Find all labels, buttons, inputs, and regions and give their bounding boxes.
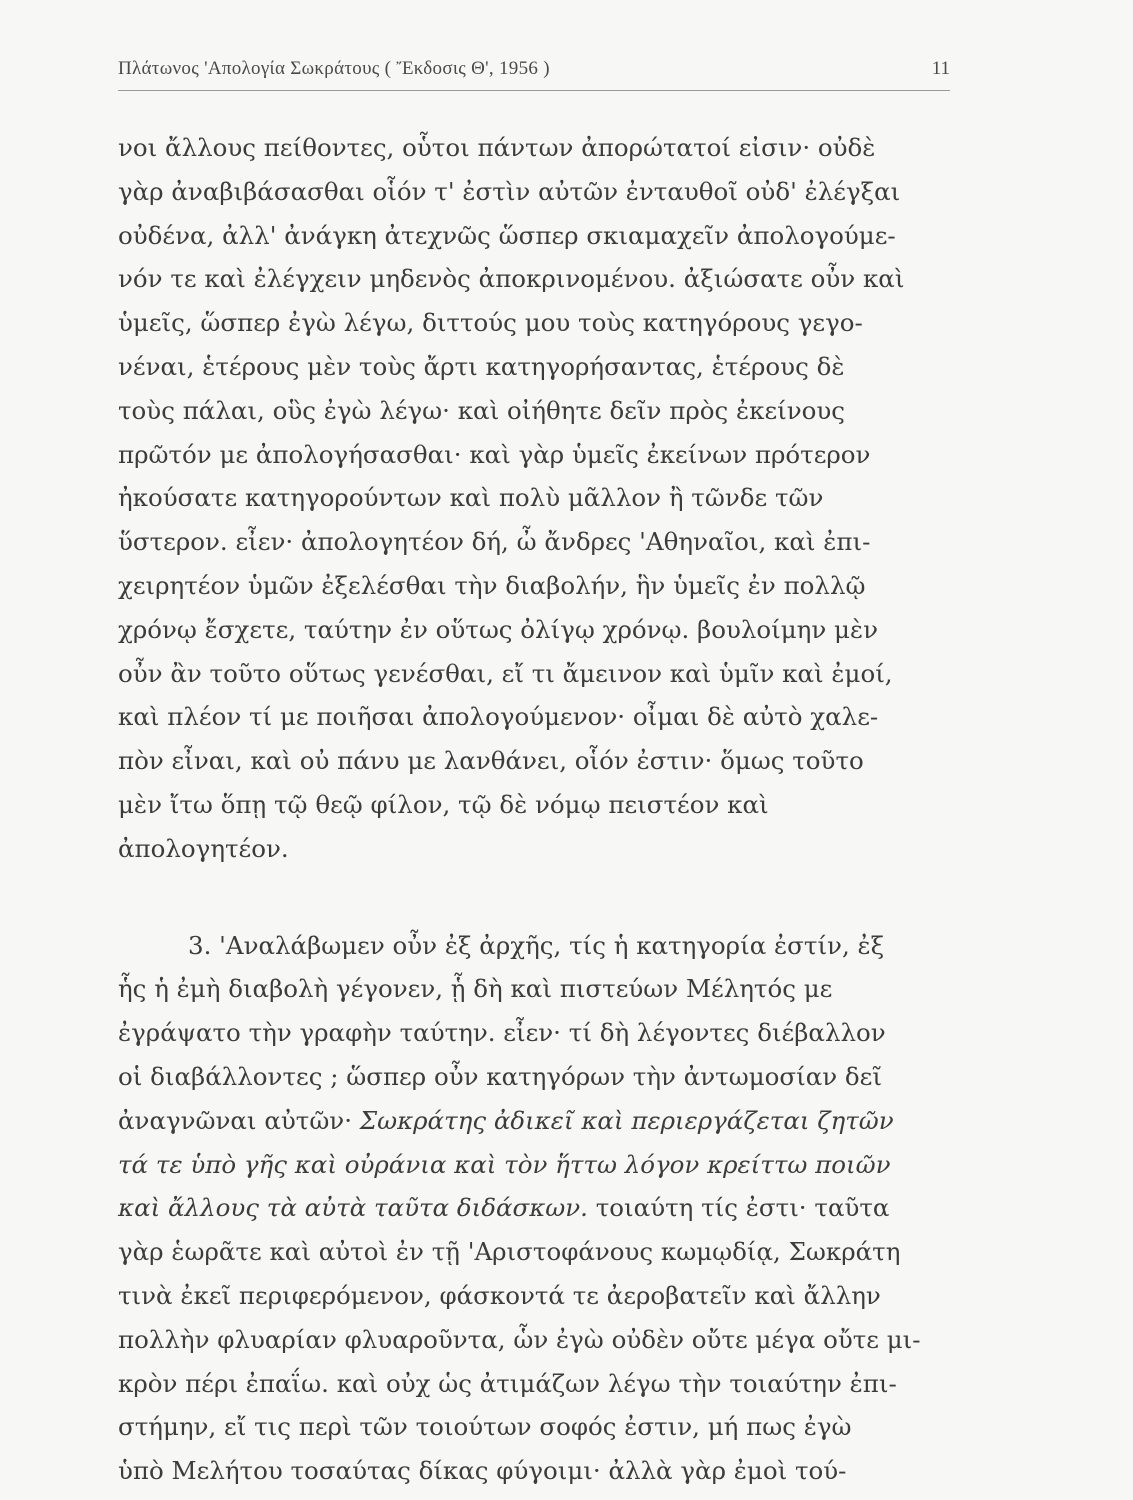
text-line: τινὰ ἐκεῖ περιφερόμενον, φάσκοντά τε ἀεροβατεῖν καὶ ἄλλην xyxy=(118,1280,881,1310)
text-line: τοὺς πάλαι, οὓς ἐγὼ λέγω· καὶ οἰήθητε δεῖν πρὸς ἐκείνους xyxy=(118,395,845,425)
indictment-quote: καὶ ἄλλους τὰ αὐτὰ ταῦτα διδάσκων. xyxy=(118,1193,588,1223)
indictment-quote: Σωκράτης ἀδικεῖ καὶ περιεργάζεται ζητῶν xyxy=(359,1105,894,1135)
text-line: οὐδένα, ἀλλ' ἀνάγκη ἀτεχνῶς ὥσπερ σκιαμαχεῖν ἀπολογούμε- xyxy=(118,220,896,250)
header-rule xyxy=(118,90,950,91)
text-line: ἠκούσατε κατηγορούντων καὶ πολὺ μᾶλλον ἢ τῶνδε τῶν xyxy=(118,483,824,513)
text-line: πολλὴν φλυαρίαν φλυαροῦντα, ὧν ἐγὼ οὐδὲν οὔτε μέγα οὔτε μι- xyxy=(118,1324,921,1354)
text-line: οἱ διαβάλλοντες ; ὥσπερ οὖν κατηγόρων τὴν ἀντωμοσίαν δεῖ xyxy=(118,1061,882,1091)
text-line: ἀπολογητέον. xyxy=(118,833,289,863)
indictment-quote: τά τε ὑπὸ γῆς καὶ οὐράνια καὶ τὸν ἥττω λόγον κρείττω ποιῶν xyxy=(118,1149,891,1179)
paragraph-1 xyxy=(118,126,960,871)
body-text xyxy=(118,126,960,1493)
text-line: ἧς ἡ ἐμὴ διαβολὴ γέγονεν, ᾗ δὴ καὶ πιστεύων Μέλητός με xyxy=(118,974,833,1004)
text-line: ὑπὸ Μελήτου τοσαύτας δίκας φύγοιμι· ἀλλὰ γὰρ ἐμοὶ τού- xyxy=(118,1456,847,1486)
text-line: χρόνῳ ἔσχετε, ταύτην ἐν οὕτως ὀλίγῳ χρόνῳ. βουλοίμην μὲν xyxy=(118,614,878,644)
text-line: γὰρ ἑωρᾶτε καὶ αὐτοὶ ἐν τῇ 'Αριστοφάνους κωμῳδίᾳ, Σωκράτη xyxy=(118,1237,901,1267)
paragraph-gap xyxy=(118,871,960,924)
text-line: ἐγράψατο τὴν γραφὴν ταύτην. εἶεν· τί δὴ λέγοντες διέβαλλον xyxy=(118,1018,886,1048)
text-line xyxy=(118,1186,960,1230)
text-line: μὲν ἴτω ὅπῃ τῷ θεῷ φίλον, τῷ δὲ νόμῳ πειστέον καὶ xyxy=(118,789,769,819)
text-line: κρὸν πέρι ἐπαΐω. καὶ οὐχ ὡς ἀτιμάζων λέγω τὴν τοιαύτην ἐπι- xyxy=(118,1368,897,1398)
running-head xyxy=(118,58,950,88)
text-line: νοι ἄλλους πείθοντες, οὗτοι πάντων ἀπορώτατοί εἰσιν· οὐδὲ xyxy=(118,133,876,162)
running-title: Πλάτωνος 'Απολογία Σωκράτους ( Ἔκδοσις Θ', 1956 ) xyxy=(118,58,550,79)
text-segment: ἀναγνῶναι αὐτῶν· xyxy=(118,1105,360,1135)
text-line xyxy=(118,1143,960,1187)
paragraph-2 xyxy=(118,924,960,1493)
text-line: πὸν εἶναι, καὶ οὐ πάνυ με λανθάνει, οἷόν ἐστιν· ὅμως τοῦτο xyxy=(118,746,864,776)
text-line: ὕστερον. εἶεν· ἀπολογητέον δή, ὦ ἄνδρες 'Αθηναῖοι, καὶ ἐπι- xyxy=(118,527,871,557)
text-line: νόν τε καὶ ἐλέγχειν μηδενὸς ἀποκρινομένου. ἀξιώσατε οὖν καὶ xyxy=(118,264,905,294)
text-line: πρῶτόν με ἀπολογήσασθαι· καὶ γὰρ ὑμεῖς ἐκείνων πρότερον xyxy=(118,439,871,469)
text-line xyxy=(118,1099,960,1143)
text-line: οὖν ἂν τοῦτο οὕτως γενέσθαι, εἴ τι ἄμεινον καὶ ὑμῖν καὶ ἐμοί, xyxy=(118,658,893,688)
text-line: γὰρ ἀναβιβάσασθαι οἷόν τ' ἐστὶν αὐτῶν ἐνταυθοῖ οὐδ' ἐλέγξαι xyxy=(118,176,901,206)
text-segment: τοιαύτη τίς ἐστι· ταῦτα xyxy=(587,1193,890,1223)
text-line: χειρητέον ὑμῶν ἐξελέσθαι τὴν διαβολήν, ἣν ὑμεῖς ἐν πολλῷ xyxy=(118,570,866,600)
page-number: 11 xyxy=(931,58,950,79)
text-line: νέναι, ἑτέρους μὲν τοὺς ἄρτι κατηγορήσαντας, ἑτέρους δὲ xyxy=(118,351,845,381)
text-line: στήμην, εἴ τις περὶ τῶν τοιούτων σοφός ἐστιν, μή πως ἐγὼ xyxy=(118,1412,852,1442)
text-line: καὶ πλέον τί με ποιῆσαι ἀπολογούμενον· οἶμαι δὲ αὐτὸ χαλε- xyxy=(118,702,879,732)
text-line: ὑμεῖς, ὥσπερ ἐγὼ λέγω, διττούς μου τοὺς κατηγόρους γεγο- xyxy=(118,308,863,338)
text-line: 3. 'Αναλάβωμεν οὖν ἐξ ἀρχῆς, τίς ἡ κατηγορία ἐστίν, ἐξ xyxy=(188,930,885,960)
